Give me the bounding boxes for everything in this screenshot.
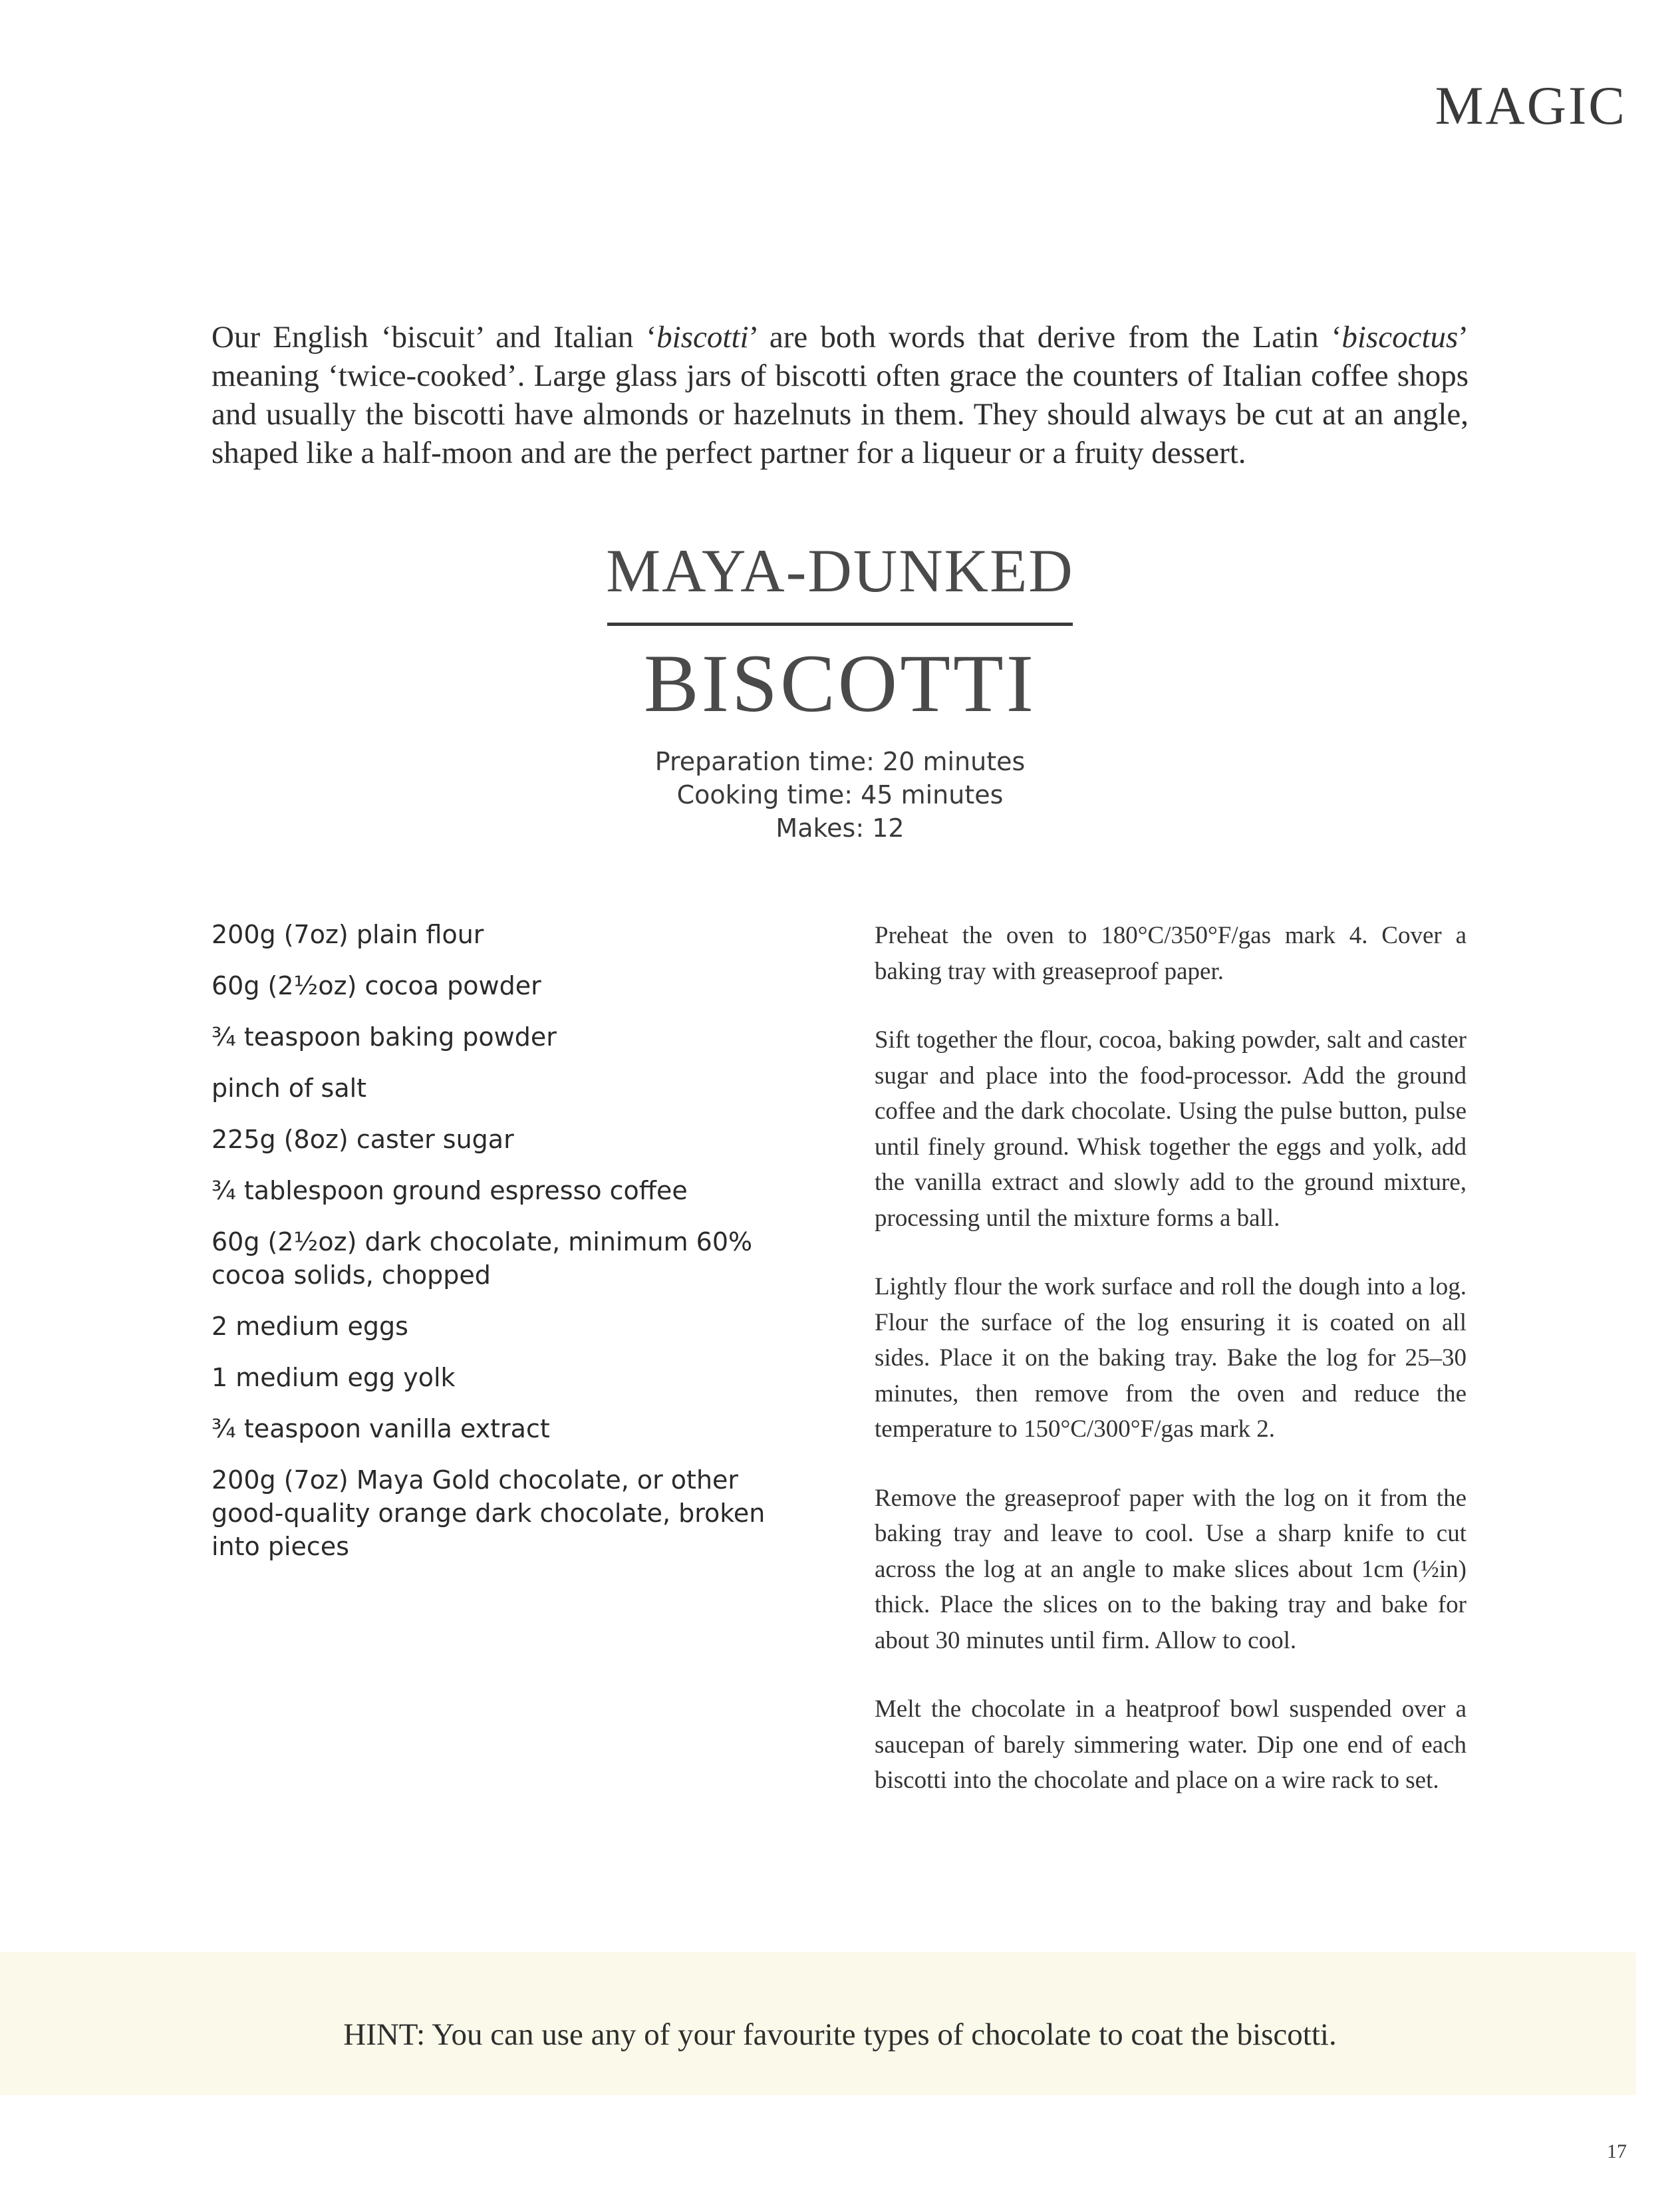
hint-text: HINT: You can use any of your favourite types of chocolate to coat the biscotti. bbox=[343, 2017, 1337, 2052]
intro-text-1: Our English ‘biscuit’ and Italian ‘ bbox=[211, 320, 657, 355]
cook-time: Cooking time: 45 minutes bbox=[676, 780, 1004, 809]
ingredient-item: 200g (7oz) Maya Gold chocolate, or other good-quality orange dark chocolate, broken into pieces bbox=[211, 1465, 766, 1561]
recipe-title-line2: BISCOTTI bbox=[644, 638, 1036, 729]
ingredient-item: 60g (2½oz) cocoa powder bbox=[211, 971, 541, 1000]
method-step: Lightly flour the work surface and roll the dough into a log. Flour the surface of the log ensuring it is coated on all sides. Place it on the baking tray. Bake the log for 25–30 minutes, then remove from the oven and reduce the temperature to 150°C/300°F/gas mark 2. bbox=[875, 1273, 1467, 1443]
intro-term-biscotti: biscotti bbox=[656, 320, 749, 355]
ingredients-list bbox=[211, 918, 810, 1581]
intro-text-3: ’ meaning ‘twice-cooked’. Large glass jars of biscotti often grace the counters of Italian coffee shops and usually the biscotti have almonds or hazelnuts in them. They should always be cut at an angle, shaped like a half-moon and are the perfect partner for a liqueur or a fruity dessert. bbox=[211, 320, 1469, 470]
method-step: Remove the greaseproof paper with the log on it from the baking tray and leave to cool. Use a sharp knife to cut across the log at an angle to make slices about 1cm (½in) thick. Place the slices on to the baking tray and bake for about 30 minutes until firm. Allow to cool. bbox=[875, 1484, 1467, 1654]
intro-paragraph bbox=[211, 318, 1469, 472]
ingredient-item: ¾ tablespoon ground espresso coffee bbox=[211, 1176, 688, 1205]
section-header: MAGIC bbox=[1435, 75, 1627, 136]
ingredient-item: 1 medium egg yolk bbox=[211, 1363, 456, 1392]
ingredient-item: 200g (7oz) plain flour bbox=[211, 920, 484, 949]
ingredient-item: ¾ teaspoon baking powder bbox=[211, 1022, 557, 1052]
ingredient-item: 60g (2½oz) dark chocolate, minimum 60% cocoa solids, chopped bbox=[211, 1227, 753, 1290]
intro-text-2: ’ are both words that derive from the Latin ‘ bbox=[748, 320, 1342, 355]
prep-time: Preparation time: 20 minutes bbox=[654, 747, 1026, 776]
recipe-title bbox=[0, 537, 1680, 727]
page-number: 17 bbox=[1607, 2140, 1627, 2162]
intro-term-biscoctus: biscoctus bbox=[1341, 320, 1459, 355]
ingredient-item: pinch of salt bbox=[211, 1074, 367, 1103]
method-step: Sift together the flour, cocoa, baking powder, salt and caster sugar and place into the food-processor. Add the ground coffee and the dark chocolate. Using the pulse button, pulse until finely ground. Whisk together the eggs and yolk, add the vanilla extract and slowly add to the ground mixture, processing until the mixture forms a ball. bbox=[875, 1026, 1467, 1232]
method-step: Melt the chocolate in a heatproof bowl suspended over a saucepan of barely simmering water. Dip one end of each biscotti into the chocolate and place on a wire rack to set. bbox=[875, 1695, 1467, 1794]
makes: Makes: 12 bbox=[775, 813, 905, 843]
title-divider bbox=[607, 623, 1073, 626]
ingredient-item: 2 medium eggs bbox=[211, 1312, 408, 1341]
method bbox=[875, 918, 1467, 1832]
ingredient-item: ¾ teaspoon vanilla extract bbox=[211, 1414, 550, 1443]
method-step: Preheat the oven to 180°C/350°F/gas mark 4. Cover a baking tray with greaseproof paper. bbox=[875, 922, 1467, 985]
recipe-meta bbox=[0, 745, 1680, 845]
recipe-title-line1: MAYA-DUNKED bbox=[606, 537, 1074, 605]
ingredient-item: 225g (8oz) caster sugar bbox=[211, 1125, 514, 1154]
